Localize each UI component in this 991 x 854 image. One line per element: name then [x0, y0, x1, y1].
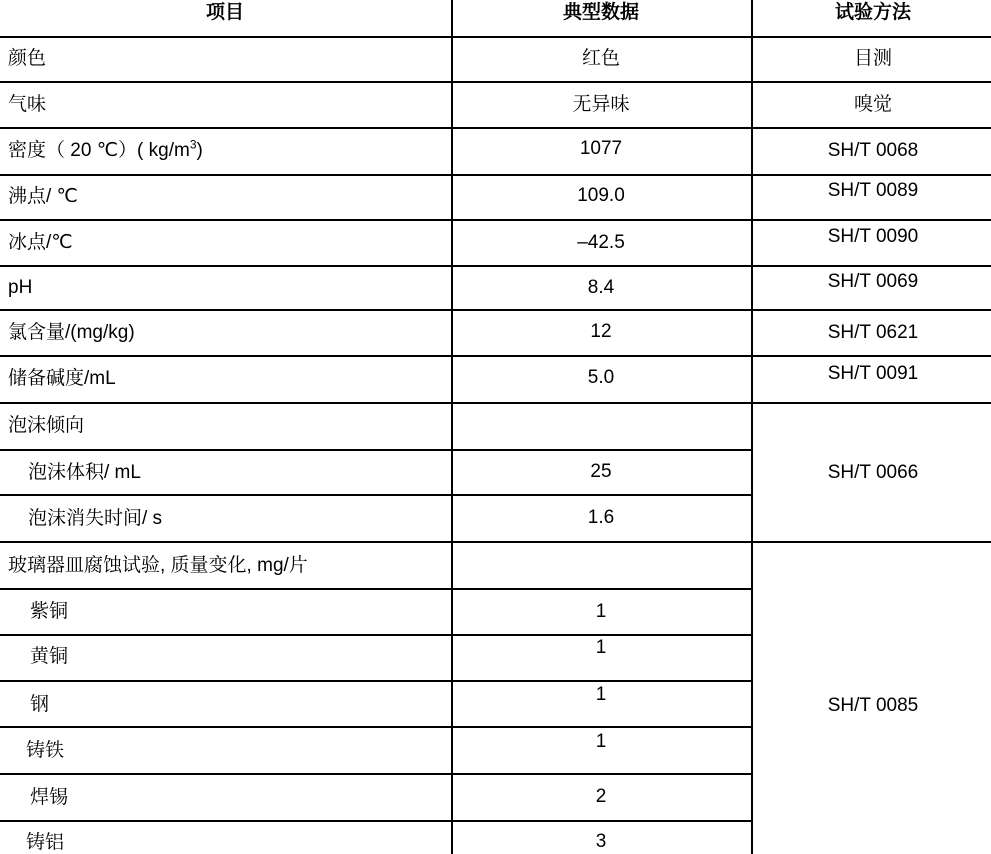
- row-divider: [0, 541, 991, 543]
- item-value: 5.0: [587, 367, 615, 388]
- item-label: 储备碱度/mL: [8, 368, 116, 389]
- corrosion-sub-item-value: 1: [595, 637, 607, 658]
- corrosion-sub-item-value: 1: [595, 601, 607, 622]
- item-value: 无异味: [572, 94, 630, 115]
- corrosion-sub-item-label: 铸铁: [26, 740, 65, 761]
- row-divider: [0, 820, 753, 822]
- item-method: SH/T 0091: [827, 363, 919, 384]
- row-divider: [0, 309, 991, 311]
- item-label: 冰点/℃: [8, 232, 73, 253]
- row-divider: [0, 773, 753, 775]
- item-method: SH/T 0069: [827, 271, 919, 292]
- corrosion-sub-item-label: 钢: [30, 694, 50, 715]
- header-item: 项目: [205, 2, 245, 23]
- header-typical-data: 典型数据: [562, 2, 640, 23]
- item-method: SH/T 0090: [827, 226, 919, 247]
- foam-group-title: 泡沫倾向: [8, 415, 85, 436]
- corrosion-sub-item-label: 焊锡: [30, 787, 69, 808]
- row-divider: [0, 680, 753, 682]
- item-method: SH/T 0068: [827, 140, 919, 161]
- row-divider: [0, 81, 991, 83]
- foam-sub-item-label: 泡沫体积/ mL: [28, 462, 141, 483]
- foam-sub-item-value: 25: [590, 461, 612, 482]
- item-value: 109.0: [577, 185, 625, 206]
- item-method: 目测: [853, 48, 893, 69]
- row-divider: [0, 36, 991, 38]
- item-value: 8.4: [587, 277, 615, 298]
- item-method: SH/T 0089: [827, 180, 919, 201]
- item-method: SH/T 0621: [827, 322, 919, 343]
- row-divider: [0, 588, 753, 590]
- item-label: pH: [8, 277, 33, 298]
- item-value: 12: [590, 321, 612, 342]
- density-superscript: 3: [189, 137, 197, 152]
- corrosion-sub-item-value: 3: [595, 831, 607, 852]
- density-label-tail: ): [196, 140, 203, 161]
- row-divider: [0, 265, 991, 267]
- item-label: 氯含量/(mg/kg): [8, 322, 135, 343]
- foam-sub-item-value: 1.6: [587, 507, 615, 528]
- row-divider: [0, 127, 991, 129]
- corrosion-sub-item-value: 1: [595, 684, 607, 705]
- item-value: 红色: [581, 48, 621, 69]
- corrosion-sub-item-label: 紫铜: [30, 601, 69, 622]
- row-divider: [0, 634, 753, 636]
- density-label: 密度（ 20 ℃）( kg/m: [8, 140, 190, 161]
- row-divider: [0, 355, 991, 357]
- row-divider: [0, 449, 753, 451]
- item-method: 嗅觉: [853, 94, 893, 115]
- row-divider: [0, 494, 753, 496]
- header-test-method: 试验方法: [834, 2, 912, 23]
- row-divider: [0, 174, 991, 176]
- foam-method: SH/T 0066: [827, 462, 919, 483]
- item-label: 沸点/ ℃: [8, 186, 78, 207]
- foam-sub-item-label: 泡沫消失时间/ s: [28, 508, 163, 529]
- corrosion-method: SH/T 0085: [827, 695, 919, 716]
- item-label: [8, 137, 203, 162]
- corrosion-sub-item-value: 2: [595, 786, 607, 807]
- corrosion-sub-item-label: 黄铜: [30, 646, 69, 667]
- item-label: 气味: [8, 94, 47, 115]
- item-value: 1077: [579, 138, 623, 159]
- row-divider: [0, 402, 991, 404]
- row-divider: [0, 219, 991, 221]
- corrosion-sub-item-label: 铸铝: [26, 832, 65, 853]
- item-value: –42.5: [577, 232, 625, 253]
- row-divider: [0, 726, 753, 728]
- corrosion-group-title: 玻璃器皿腐蚀试验, 质量变化, mg/片: [8, 555, 308, 576]
- corrosion-sub-item-value: 1: [595, 731, 607, 752]
- item-label: 颜色: [8, 48, 47, 69]
